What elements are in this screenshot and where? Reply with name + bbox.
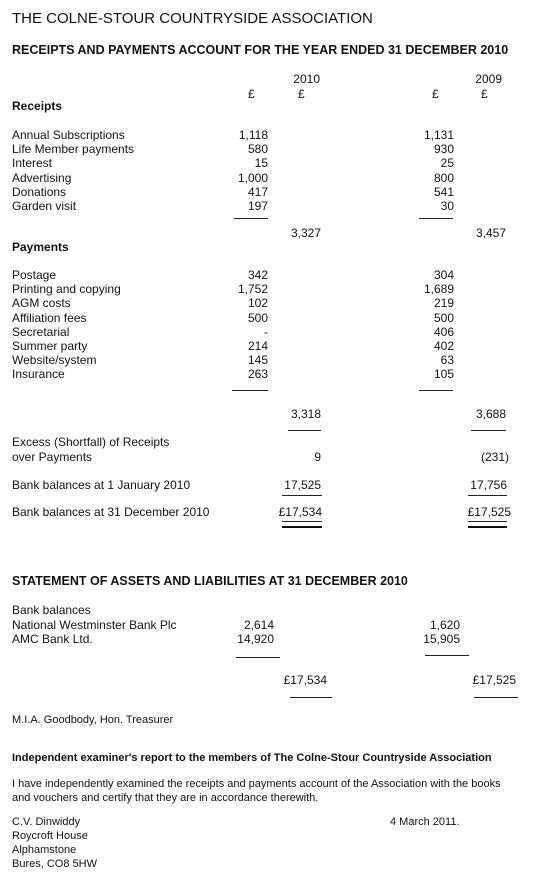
payment-row-label: Website/system bbox=[12, 353, 97, 368]
receipts-total-2010: 3,327 bbox=[290, 226, 321, 240]
org-title: THE COLNE-STOUR COUNTRYSIDE ASSOCIATION bbox=[12, 10, 373, 27]
examiner-heading: Independent examiner's report to the members of The Colne-Stour Countryside Association bbox=[12, 752, 492, 764]
payment-row-y2009: 63 bbox=[440, 353, 454, 368]
bank-close-label: Bank balances at 31 December 2010 bbox=[12, 505, 210, 519]
year-2010-header: 2010 bbox=[293, 72, 320, 86]
currency-2009-detail: £ bbox=[432, 87, 439, 101]
examiner-body-line2: and vouchers and certify that they are in accordance therewith. bbox=[12, 792, 319, 804]
bank-open-rule-2009 bbox=[468, 495, 507, 496]
statement-row-label: National Westminster Bank Plc bbox=[12, 618, 177, 632]
examiner-address-line2: Alphamstone bbox=[12, 844, 77, 856]
payment-row-y2009: 402 bbox=[433, 339, 454, 353]
currency-2010-total: £ bbox=[298, 87, 305, 101]
payment-row-y2010: - bbox=[264, 324, 268, 339]
receipts-heading: Receipts bbox=[12, 99, 63, 113]
examiner-date: 4 March 2011. bbox=[390, 816, 460, 828]
payment-row-y2009: 105 bbox=[433, 367, 454, 382]
receipt-row-label: Life Member payments bbox=[12, 142, 135, 157]
receipt-row-y2010: 580 bbox=[247, 142, 268, 157]
statement-rule-2010 bbox=[236, 657, 280, 658]
excess-label-line1: Excess (Shortfall) of Receipts bbox=[12, 435, 170, 449]
receipt-row-y2009: 930 bbox=[433, 142, 454, 157]
excess-2010: 9 bbox=[314, 450, 321, 464]
receipts-total-2009: 3,457 bbox=[475, 226, 506, 240]
examiner-body-line1: I have independently examined the receipts and payments account of the Association with the books bbox=[12, 778, 501, 790]
bank-open-2009: 17,756 bbox=[470, 478, 507, 492]
bank-close-rule-2010-b bbox=[282, 526, 322, 528]
payment-row-y2009: 406 bbox=[433, 324, 454, 339]
receipt-row-label: Garden visit bbox=[12, 199, 77, 213]
receipt-row-y2009: 25 bbox=[440, 156, 454, 171]
payments-heading: Payments bbox=[12, 240, 69, 254]
receipt-row-y2009: 30 bbox=[440, 199, 454, 213]
payment-row-y2010: 214 bbox=[247, 339, 268, 353]
statement-total-2009: £17,525 bbox=[472, 673, 516, 687]
payments-subtotal-rule-2010 bbox=[232, 390, 268, 391]
excess-2009: (231) bbox=[480, 450, 509, 464]
payment-row-y2010: 500 bbox=[247, 310, 268, 325]
payment-row-y2009: 500 bbox=[433, 310, 454, 325]
bank-close-rule-2009-b bbox=[468, 526, 507, 528]
statement-row-label: AMC Bank Ltd. bbox=[12, 632, 93, 646]
receipts-subtotal-rule-2010 bbox=[234, 218, 268, 219]
statement-row-y2009: 15,905 bbox=[423, 632, 460, 646]
receipt-row-y2009: 800 bbox=[433, 170, 454, 185]
treasurer-signature: M.I.A. Goodbody, Hon. Treasurer bbox=[12, 714, 174, 726]
statement-row-y2009: 1,620 bbox=[429, 618, 460, 632]
receipt-row-label: Advertising bbox=[12, 170, 72, 185]
payment-row-label: Printing and copying bbox=[12, 282, 121, 297]
account-title: RECEIPTS AND PAYMENTS ACCOUNT FOR THE YEAR ENDED 31 DECEMBER 2010 bbox=[12, 43, 509, 57]
bank-open-label: Bank balances at 1 January 2010 bbox=[12, 478, 191, 492]
payment-row-y2010: 342 bbox=[247, 268, 268, 282]
payments-subtotal-rule-2009 bbox=[419, 390, 453, 391]
payments-total-rule-2010 bbox=[288, 430, 321, 431]
currency-2009-total: £ bbox=[481, 87, 488, 101]
payment-row-y2009: 1,689 bbox=[423, 282, 454, 297]
receipt-row-y2010: 197 bbox=[247, 199, 268, 213]
statement-title: STATEMENT OF ASSETS AND LIABILITIES AT 31 DECEMBER 2010 bbox=[12, 574, 408, 588]
payment-row-label: Summer party bbox=[12, 339, 88, 353]
payment-row-label: Affiliation fees bbox=[12, 310, 87, 325]
statement-total-2010: £17,534 bbox=[283, 673, 327, 687]
receipts-subtotal-rule-2009 bbox=[419, 218, 453, 219]
statement-row-y2010: 14,920 bbox=[237, 632, 274, 646]
payment-row-y2009: 304 bbox=[433, 268, 454, 282]
payments-total-2009: 3,688 bbox=[475, 407, 506, 421]
examiner-address-line3: Bures, CO8 5HW bbox=[12, 858, 97, 870]
statement-row-y2010: 2,614 bbox=[243, 618, 274, 632]
payment-row-y2010: 145 bbox=[247, 353, 268, 368]
bank-close-rule-2009-a bbox=[468, 521, 507, 522]
bank-close-rule-2010-a bbox=[282, 521, 322, 522]
receipt-row-y2009: 1,131 bbox=[423, 128, 454, 142]
currency-2010-detail: £ bbox=[248, 87, 255, 101]
payment-row-y2010: 263 bbox=[247, 367, 268, 382]
bank-open-rule-2010 bbox=[282, 495, 322, 496]
receipt-row-y2010: 1,118 bbox=[238, 128, 268, 142]
payment-row-label: Postage bbox=[12, 268, 57, 282]
payment-row-y2010: 102 bbox=[247, 296, 268, 311]
statement-subheading: Bank balances bbox=[12, 603, 91, 617]
receipt-row-label: Annual Subscriptions bbox=[12, 128, 125, 142]
payments-total-rule-2009 bbox=[471, 430, 506, 431]
payment-row-label: Insurance bbox=[12, 367, 65, 382]
examiner-address-line1: Roycroft House bbox=[12, 830, 88, 842]
statement-total-rule-2010 bbox=[290, 697, 332, 698]
statement-rule-2009 bbox=[425, 655, 469, 656]
excess-label-line2: over Payments bbox=[12, 450, 93, 464]
payment-row-y2010: 1,752 bbox=[237, 282, 268, 297]
receipt-row-label: Donations bbox=[12, 184, 67, 199]
receipt-row-y2010: 15 bbox=[254, 156, 268, 171]
receipt-row-y2009: 541 bbox=[433, 184, 454, 199]
year-2009-header: 2009 bbox=[475, 72, 502, 86]
bank-close-2010: £17,534 bbox=[278, 505, 322, 519]
bank-close-2009: £17,525 bbox=[467, 505, 511, 519]
payment-row-y2009: 219 bbox=[433, 296, 454, 311]
receipt-row-label: Interest bbox=[12, 156, 53, 171]
receipt-row-y2010: 417 bbox=[247, 184, 268, 199]
statement-total-rule-2009 bbox=[474, 697, 518, 698]
examiner-name: C.V. Dinwiddy bbox=[12, 816, 81, 828]
bank-open-2010: 17,525 bbox=[284, 478, 321, 492]
payment-row-label: AGM costs bbox=[12, 296, 71, 311]
payment-row-label: Secretarial bbox=[12, 324, 70, 339]
receipt-row-y2010: 1,000 bbox=[237, 170, 268, 185]
payments-total-2010: 3,318 bbox=[290, 407, 321, 421]
